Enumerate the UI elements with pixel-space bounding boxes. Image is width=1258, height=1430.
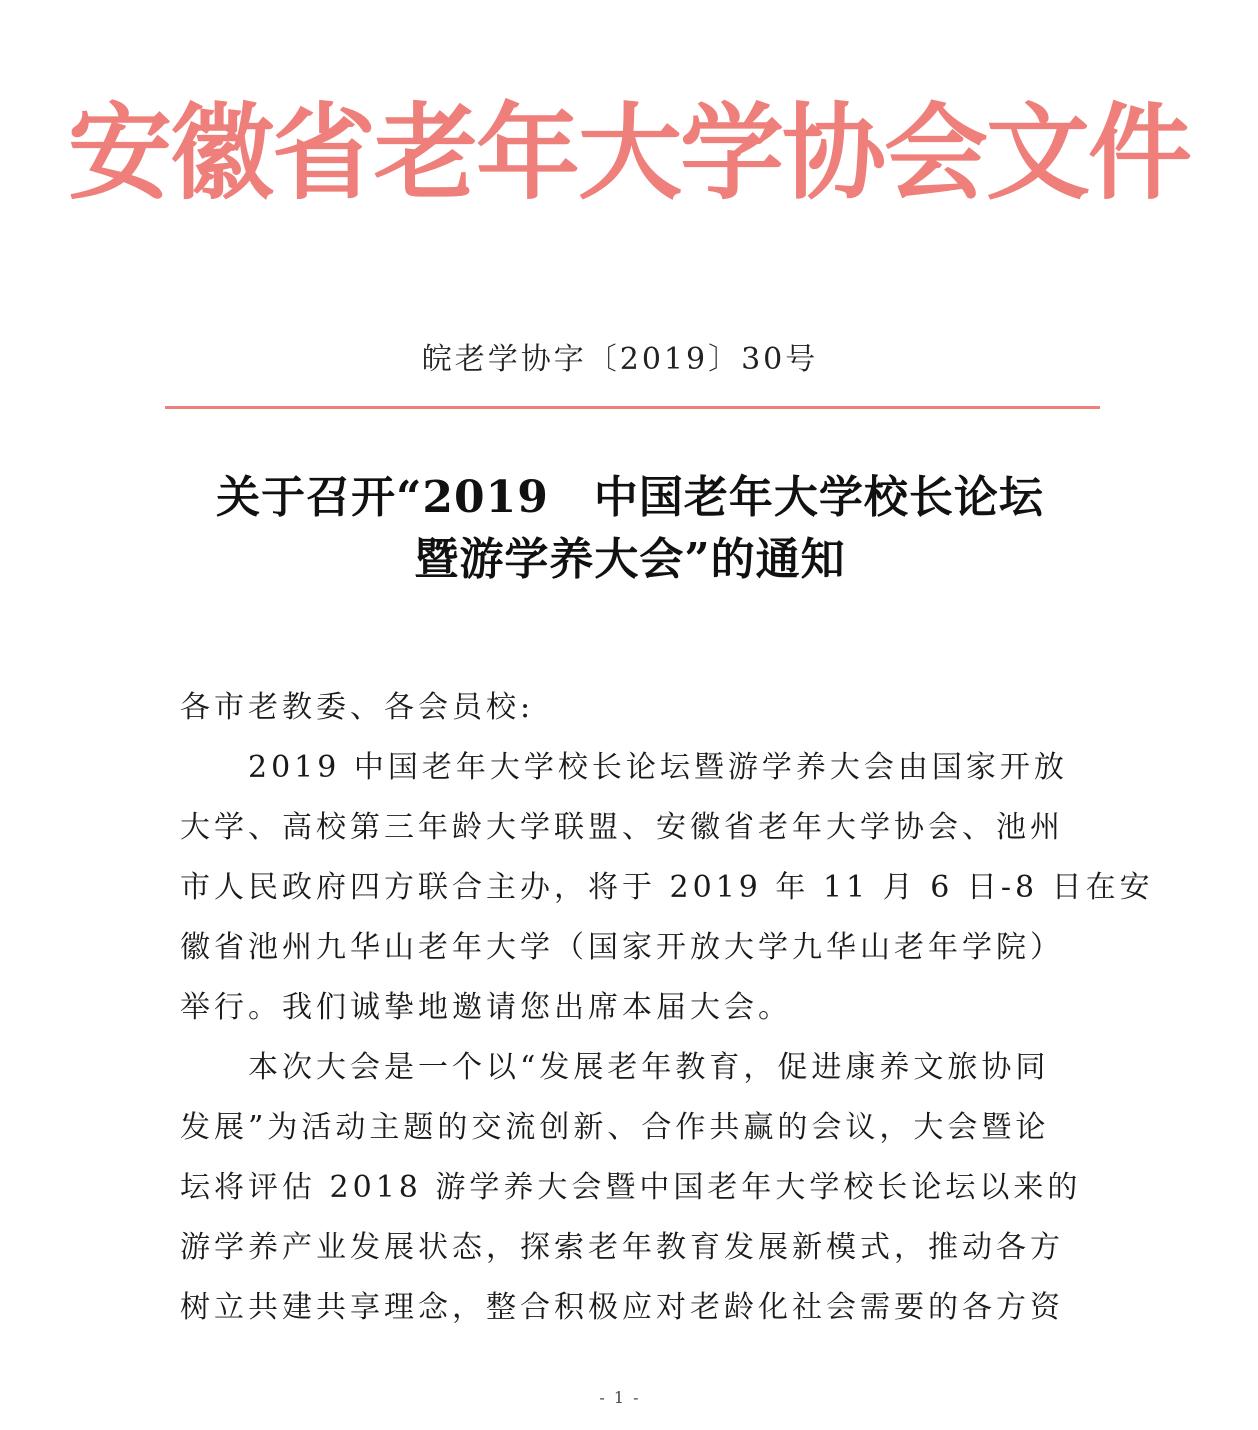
body-line: 举行。我们诚挚地邀请您出席本届大会。 (180, 990, 792, 1025)
body-line: 树立共建共享理念，整合积极应对老龄化社会需要的各方资 (180, 1290, 1064, 1325)
document-header-title: 安徽省老年大学协会文件 (67, 91, 1190, 214)
notice-title-line-2: 暨游学养大会”的通知 (414, 534, 846, 585)
salutation-line: 各市老教委、各会员校: (180, 690, 535, 725)
red-divider-line (165, 406, 1100, 409)
body-line: 市人民政府四方联合主办，将于 2019 年 11 月 6 日-8 日在安 (180, 870, 1154, 905)
notice-title-line-1: 关于召开“2019 中国老年大学校长论坛 (216, 472, 1044, 523)
body-line: 游学养产业发展状态，探索老年教育发展新模式，推动各方 (180, 1230, 1064, 1265)
body-line: 本次大会是一个以“发展老年教育，促进康养文旅协同 (180, 1050, 1050, 1085)
body-line: 大学、高校第三年龄大学联盟、安徽省老年大学协会、池州 (180, 810, 1064, 845)
body-line: 2019 中国老年大学校长论坛暨游学养大会由国家开放 (180, 750, 1068, 785)
page-number: - 1 - (599, 1388, 641, 1407)
body-line: 发展”为活动主题的交流创新、合作共赢的会议，大会暨论 (180, 1110, 1050, 1145)
document-number: 皖老学协字〔2019〕30号 (421, 342, 819, 377)
body-line: 徽省池州九华山老年大学（国家开放大学九华山老年学院） (180, 930, 1064, 965)
body-line: 坛将评估 2018 游学养大会暨中国老年大学校长论坛以来的 (180, 1170, 1082, 1205)
